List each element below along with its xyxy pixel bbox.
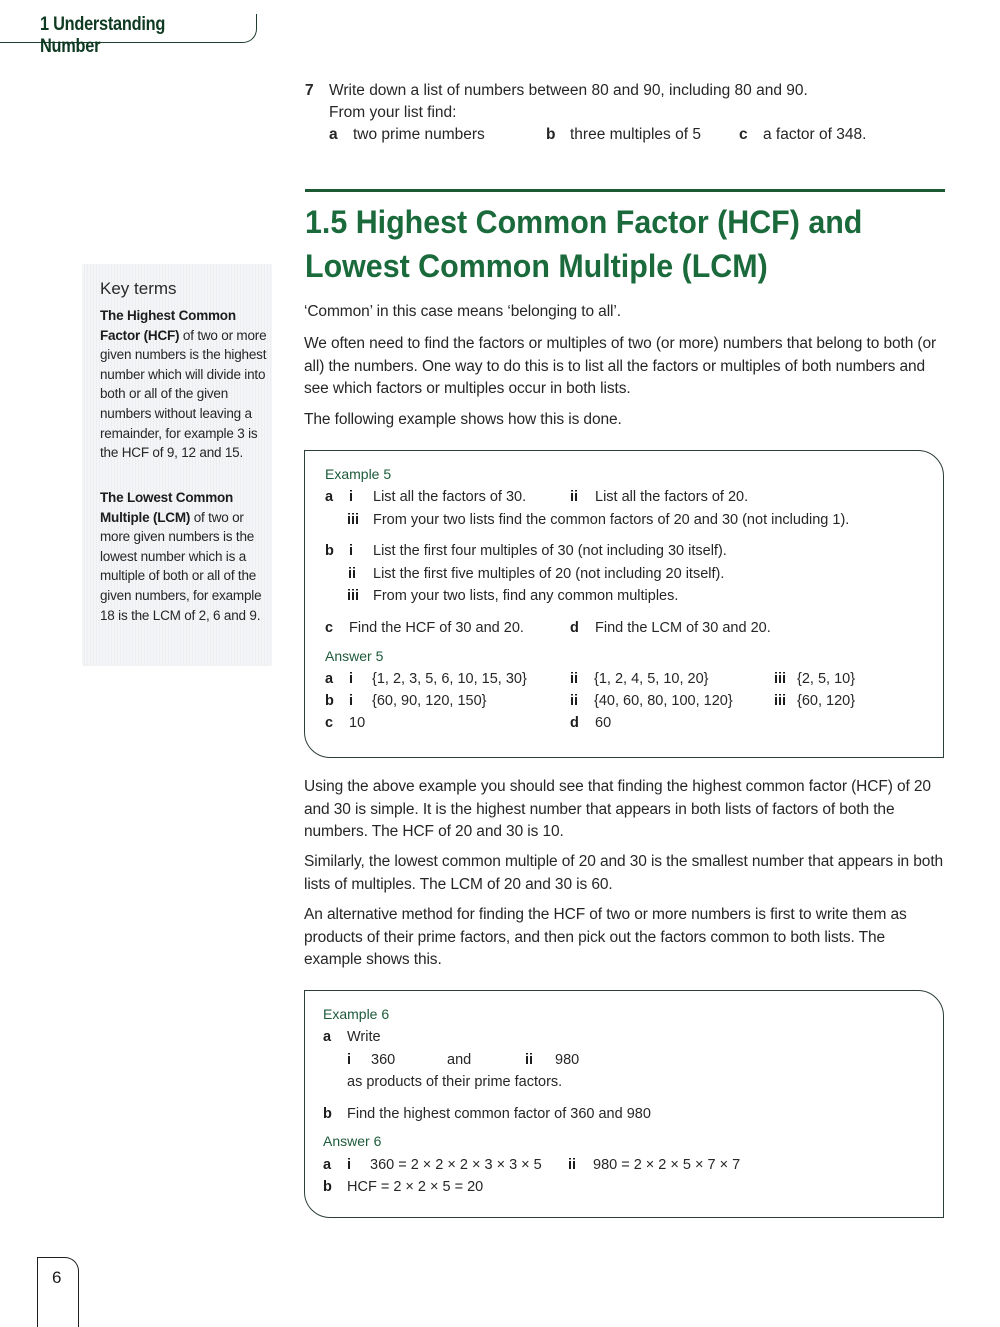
answer-5-title: Answer 5: [325, 648, 384, 664]
subpart-label: ii: [348, 566, 357, 582]
part-label: a: [323, 1029, 332, 1045]
part-b-text: Find the highest common factor of 360 and 980: [347, 1106, 651, 1122]
answer-6-title: Answer 6: [323, 1133, 382, 1149]
example-6-box: [304, 990, 944, 1218]
answer-a-ii: {1, 2, 4, 5, 10, 20}: [594, 671, 709, 687]
answer-b-ii: {40, 60, 80, 100, 120}: [594, 693, 733, 709]
option-letter-b: b: [546, 126, 556, 143]
part-label: a: [325, 489, 334, 505]
part-label: d: [570, 620, 579, 636]
section-title-line2: Lowest Common Multiple (LCM): [305, 248, 768, 284]
answer-a-i: 360 = 2 × 2 × 2 × 3 × 3 × 5: [370, 1157, 542, 1173]
paragraph-factors-intro: We often need to find the factors or multiples of two (or more) numbers that belong to both (or all) the numbers. One way to do this is to list all the factors or multiples of both numbers and see which factors or multiples occur in both lists.: [304, 335, 937, 397]
option-text-b: three multiples of 5: [570, 126, 701, 143]
answer-d: 60: [595, 715, 612, 731]
example-5-title: Example 5: [325, 466, 392, 482]
subpart-label: i: [347, 1052, 352, 1068]
subpart-label: i: [349, 693, 354, 709]
example-6-title: Example 6: [323, 1006, 390, 1022]
subpart-label: i: [349, 489, 354, 505]
chapter-title: 1 Understanding Number: [40, 14, 166, 57]
subpart-label: i: [347, 1157, 352, 1173]
part-a-text: Write: [347, 1029, 381, 1045]
option-text-c: a factor of 348.: [763, 126, 867, 143]
part-b-iii-text: From your two lists, find any common multiples.: [373, 588, 679, 604]
part-label: b: [323, 1106, 332, 1122]
part-label: b: [325, 693, 334, 709]
part-c-text: Find the HCF of 30 and 20.: [349, 620, 524, 636]
example-5-box: [304, 450, 944, 758]
section-divider: [305, 189, 945, 192]
part-label: c: [325, 620, 334, 636]
page-number: 6: [52, 1268, 62, 1287]
key-term-hcf-label: The Highest Common Factor (HCF): [100, 308, 236, 343]
subpart-label: iii: [347, 588, 360, 604]
answer-c: 10: [349, 715, 366, 731]
option-text-a: two prime numbers: [353, 126, 485, 143]
key-term-lcm-label: The Lowest Common Multiple (LCM): [100, 490, 234, 525]
key-term-hcf: [100, 306, 270, 463]
part-a-iii-text: From your two lists find the common factors of 20 and 30 (not including 1).: [373, 512, 850, 528]
part-a-i-text: List all the factors of 30.: [373, 489, 527, 505]
part-label: b: [323, 1179, 332, 1195]
paragraph-alternative-method: An alternative method for finding the HCF of two or more numbers is first to write them as products of their prime factors, and then pick out the factors common to both lists. The example shows this.: [304, 906, 907, 968]
paragraph-common-meaning: ‘Common’ in this case means ‘belonging to all’.: [304, 303, 621, 320]
and-text: and: [447, 1052, 472, 1068]
part-label: a: [325, 671, 334, 687]
subpart-label: iii: [774, 671, 787, 687]
answer-a-ii: 980 = 2 × 2 × 5 × 7 × 7: [593, 1157, 741, 1173]
key-term-lcm-definition: of two or more given numbers is the lowest number which is a multiple of both or all of the given numbers, for example 18 is the LCM of 2, 6 and 9.: [100, 509, 262, 623]
part-a-ii-text: List all the factors of 20.: [595, 489, 749, 505]
answer-a-iii: {2, 5, 10}: [797, 671, 856, 687]
section-title: [305, 200, 932, 288]
section-title-line1: 1.5 Highest Common Factor (HCF) and: [305, 204, 863, 240]
subpart-label: ii: [570, 489, 579, 505]
part-label: c: [325, 715, 334, 731]
part-a-tail-text: as products of their prime factors.: [347, 1074, 563, 1090]
subpart-label: i: [349, 543, 354, 559]
paragraph-hcf-explanation: Using the above example you should see that finding the highest common factor (HCF) of 20 and 30 is simple. It is the highest number that appears in both lists of factors of both the numbers. The HCF of 20 and 30 is 10.: [304, 778, 931, 840]
subpart-label: ii: [570, 671, 579, 687]
key-terms-title: Key terms: [100, 279, 177, 298]
answer-b-i: {60, 90, 120, 150}: [372, 693, 487, 709]
answer-b: HCF = 2 × 2 × 5 = 20: [347, 1179, 484, 1195]
key-term-lcm: [100, 488, 270, 625]
subpart-label: ii: [570, 693, 579, 709]
subpart-label: i: [349, 671, 354, 687]
part-label: d: [570, 715, 579, 731]
number-360: 360: [371, 1052, 396, 1068]
key-term-hcf-definition: of two or more given numbers is the highest number which will divide into both or all of the given numbers without leaving a remainder, for example 3 is the HCF of 9, 12 and 15.: [100, 327, 267, 461]
page-number-tab: [37, 1257, 79, 1327]
running-header: [0, 14, 257, 57]
part-b-ii-text: List the first five multiples of 20 (not including 20 itself).: [373, 566, 725, 582]
subpart-label: iii: [347, 512, 360, 528]
part-b-i-text: List the first four multiples of 30 (not including 30 itself).: [373, 543, 727, 559]
part-d-text: Find the LCM of 30 and 20.: [595, 620, 771, 636]
subpart-label: ii: [568, 1157, 577, 1173]
paragraph-lcm-explanation: Similarly, the lowest common multiple of 20 and 30 is the smallest number that appears in both lists of multiples. The LCM of 20 and 30 is 60.: [304, 853, 944, 893]
option-letter-c: c: [739, 126, 748, 143]
subpart-label: ii: [525, 1052, 534, 1068]
answer-b-iii: {60, 120}: [797, 693, 856, 709]
paragraph-following-example: The following example shows how this is done.: [304, 411, 622, 428]
question-text: Write down a list of numbers between 80 and 90, including 80 and 90.: [329, 82, 808, 99]
number-980: 980: [555, 1052, 580, 1068]
part-label: a: [323, 1157, 332, 1173]
option-letter-a: a: [329, 126, 338, 143]
key-terms-panel: [82, 264, 272, 666]
question-subtext: From your list find:: [329, 104, 457, 121]
part-label: b: [325, 543, 334, 559]
answer-a-i: {1, 2, 3, 5, 6, 10, 15, 30}: [372, 671, 527, 687]
question-number: 7: [305, 82, 314, 99]
subpart-label: iii: [774, 693, 787, 709]
